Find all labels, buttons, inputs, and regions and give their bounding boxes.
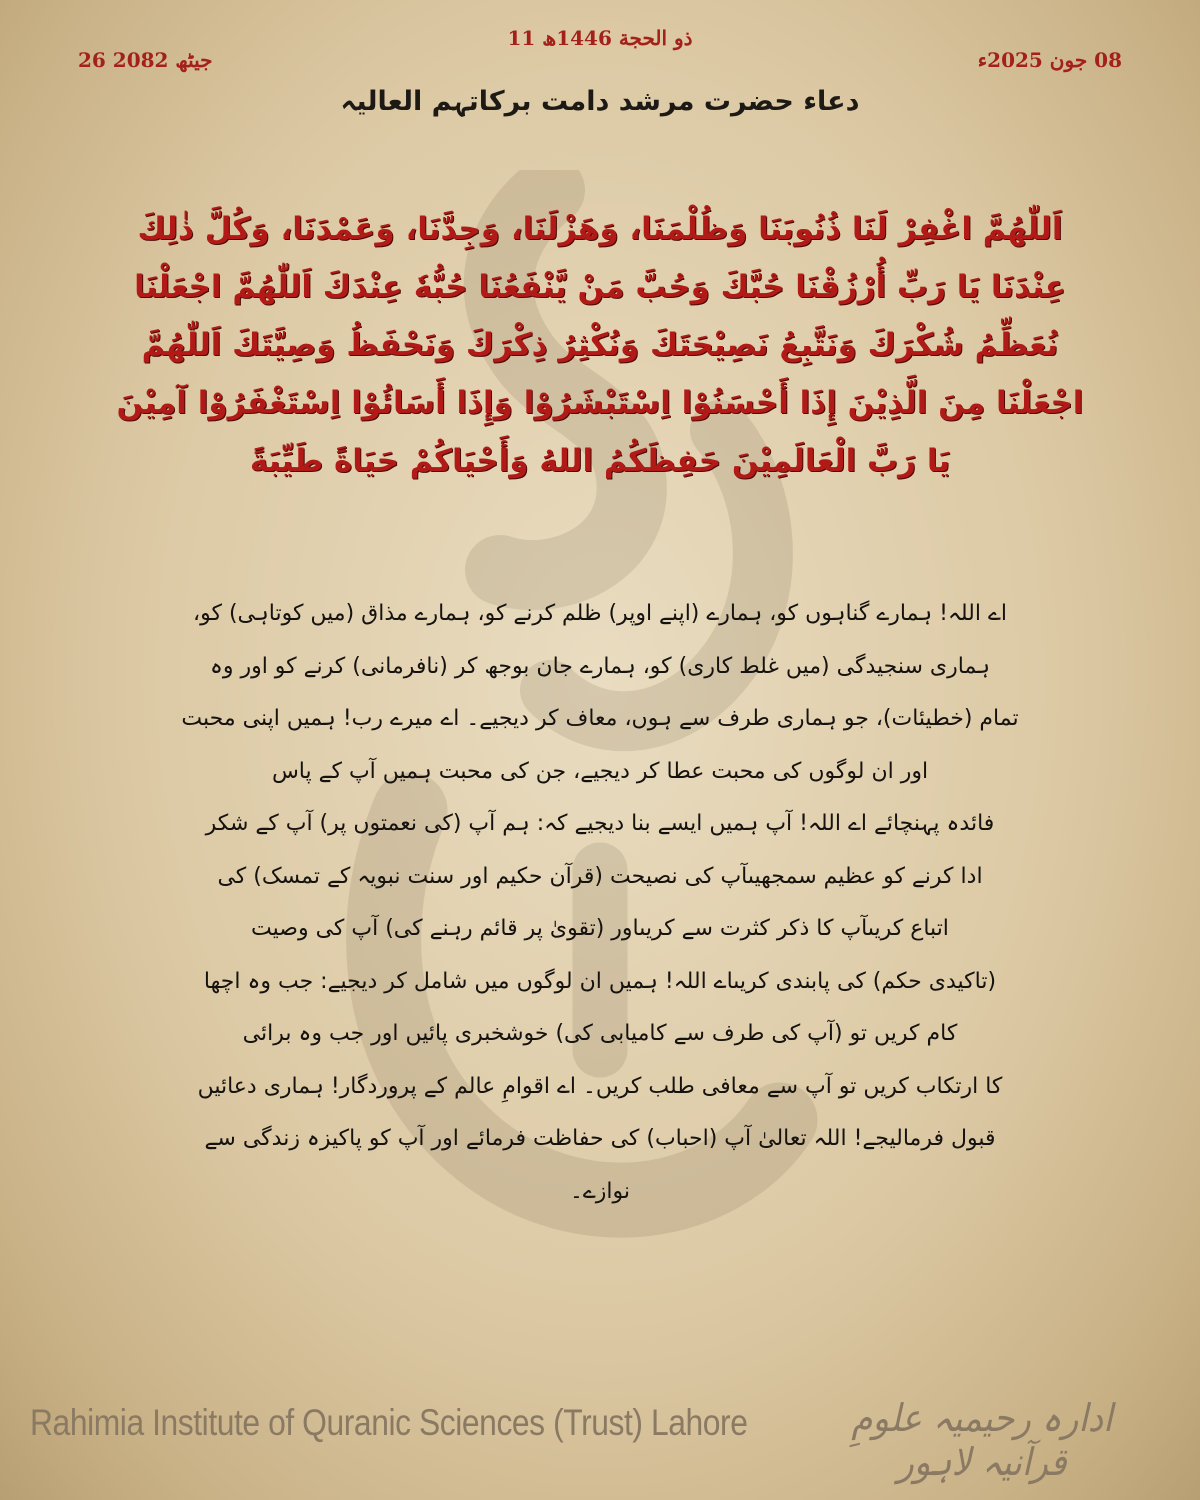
translation-line: ہماری سنجیدگی (میں غلط کاری) کو، ہمارے جان بوجھ کر (نافرمانی) کرنے کو اور وہ xyxy=(209,653,991,679)
translation-line: تمام (خطیئات)، جو ہماری طرف سے ہوں، معاف کر دیجیے۔ اے میرے رب! ہمیں اپنی محبت xyxy=(181,706,1019,731)
institute-name-urdu-logo: ادارہ رحیمیہ علومِ قرآنیہ لاہور xyxy=(851,1396,1113,1484)
translation-line: (تاکیدی حکم) کی پابندی کریںاے اللہ! ہمیں ان لوگوں میں شامل کر دیجیے: جب وہ اچھا xyxy=(203,968,997,994)
translation-line: کا ارتکاب کریں تو آپ سے معافی طلب کریں۔ اے اقوامِ عالم کے پروردگار! ہماری دعائیں xyxy=(197,1073,1003,1099)
translation-line: اتباع کریںآپ کا ذکر کثرت سے کریںاور (تقویٰ پر قائم رہنے کی) آپ کی وصیت xyxy=(251,916,949,941)
page-title: دعاء حضرت مرشد دامت برکاتہم العالیہ xyxy=(340,86,860,117)
gregorian-date: 08 جون 2025ء xyxy=(977,48,1122,72)
hijri-date: 11 ذو الحجة 1446ھ xyxy=(507,26,693,50)
translation-line: کام کریں تو (آپ کی طرف سے کامیابی کی) خوشخبری پائیں اور جب وہ برائی xyxy=(242,1021,958,1046)
arabic-dua: اَللّٰهُمَّ اغْفِرْ لَنَا ذُنُوبَنَا وَظُلْمَنَا، وَهَزْلَنَا، وَجِدَّنَا، وَعَمْدَنَا، وَكُلَّ ذٰلِكَ عِنْدَنَا يَا رَبِّ أُرْزُقْنَا حُبَّكَ وَحُبَّ مَنْ يَّنْفَعُنَا حُبُّهٗ عِنْدَكَ اَللّٰهُمَّ اجْعَلْنَا نُعَظِّمُ شُكْرَكَ وَنَتَّبِعُ نَصِيْحَتَكَ وَنُكْثِرُ ذِكْرَكَ وَنَحْفَظُ وَصِيَّتَكَ اَللّٰهُمَّ اجْعَلْنَا مِنَ الَّذِيْنَ إِذَا أَحْسَنُوْا اِسْتَبْشَرُوْا وَإِذَا أَسَائُوْا اِسْتَغْفَرُوْا آمِيْنَ يَا رَبَّ الْعَالَمِيْنَ حَفِظَكُمُ اللهُ وَأَحْيَاكُمْ حَيَاةً طَيِّبَةً xyxy=(116,211,1084,479)
translation-line: اے اللہ! ہمارے گناہوں کو، ہمارے (اپنے اوپر) ظلم کرنے کو، ہمارے مذاق (میں کوتاہی) کو، xyxy=(193,601,1007,626)
translation-line: قبول فرمالیجے! اللہ تعالیٰ آپ (احباب) کی حفاظت فرمائے اور آپ کو پاکیزہ زندگی سے xyxy=(204,1126,996,1151)
translation-line: ادا کرنے کو عظیم سمجھیںآپ کی نصیحت (قرآن حکیم اور سنت نبویہ کے تمسک) کی xyxy=(217,863,983,889)
translation-line: اور ان لوگوں کی محبت عطا کر دیجیے، جن کی محبت ہمیں آپ کے پاس xyxy=(271,758,929,784)
urdu-translation xyxy=(150,588,1050,1218)
desi-date: 26 جیٹھ 2082 xyxy=(78,48,213,72)
translation-line: نوازے۔ xyxy=(569,1178,630,1204)
translation-line: فائدہ پہنچائے اے اللہ! آپ ہمیں ایسے بنا دیجیے کہ: ہم آپ (کی نعمتوں پر) آپ کے شکر xyxy=(205,811,995,836)
institute-name-english: Rahimia Institute of Quranic Sciences (Trust) Lahore xyxy=(30,1402,748,1443)
